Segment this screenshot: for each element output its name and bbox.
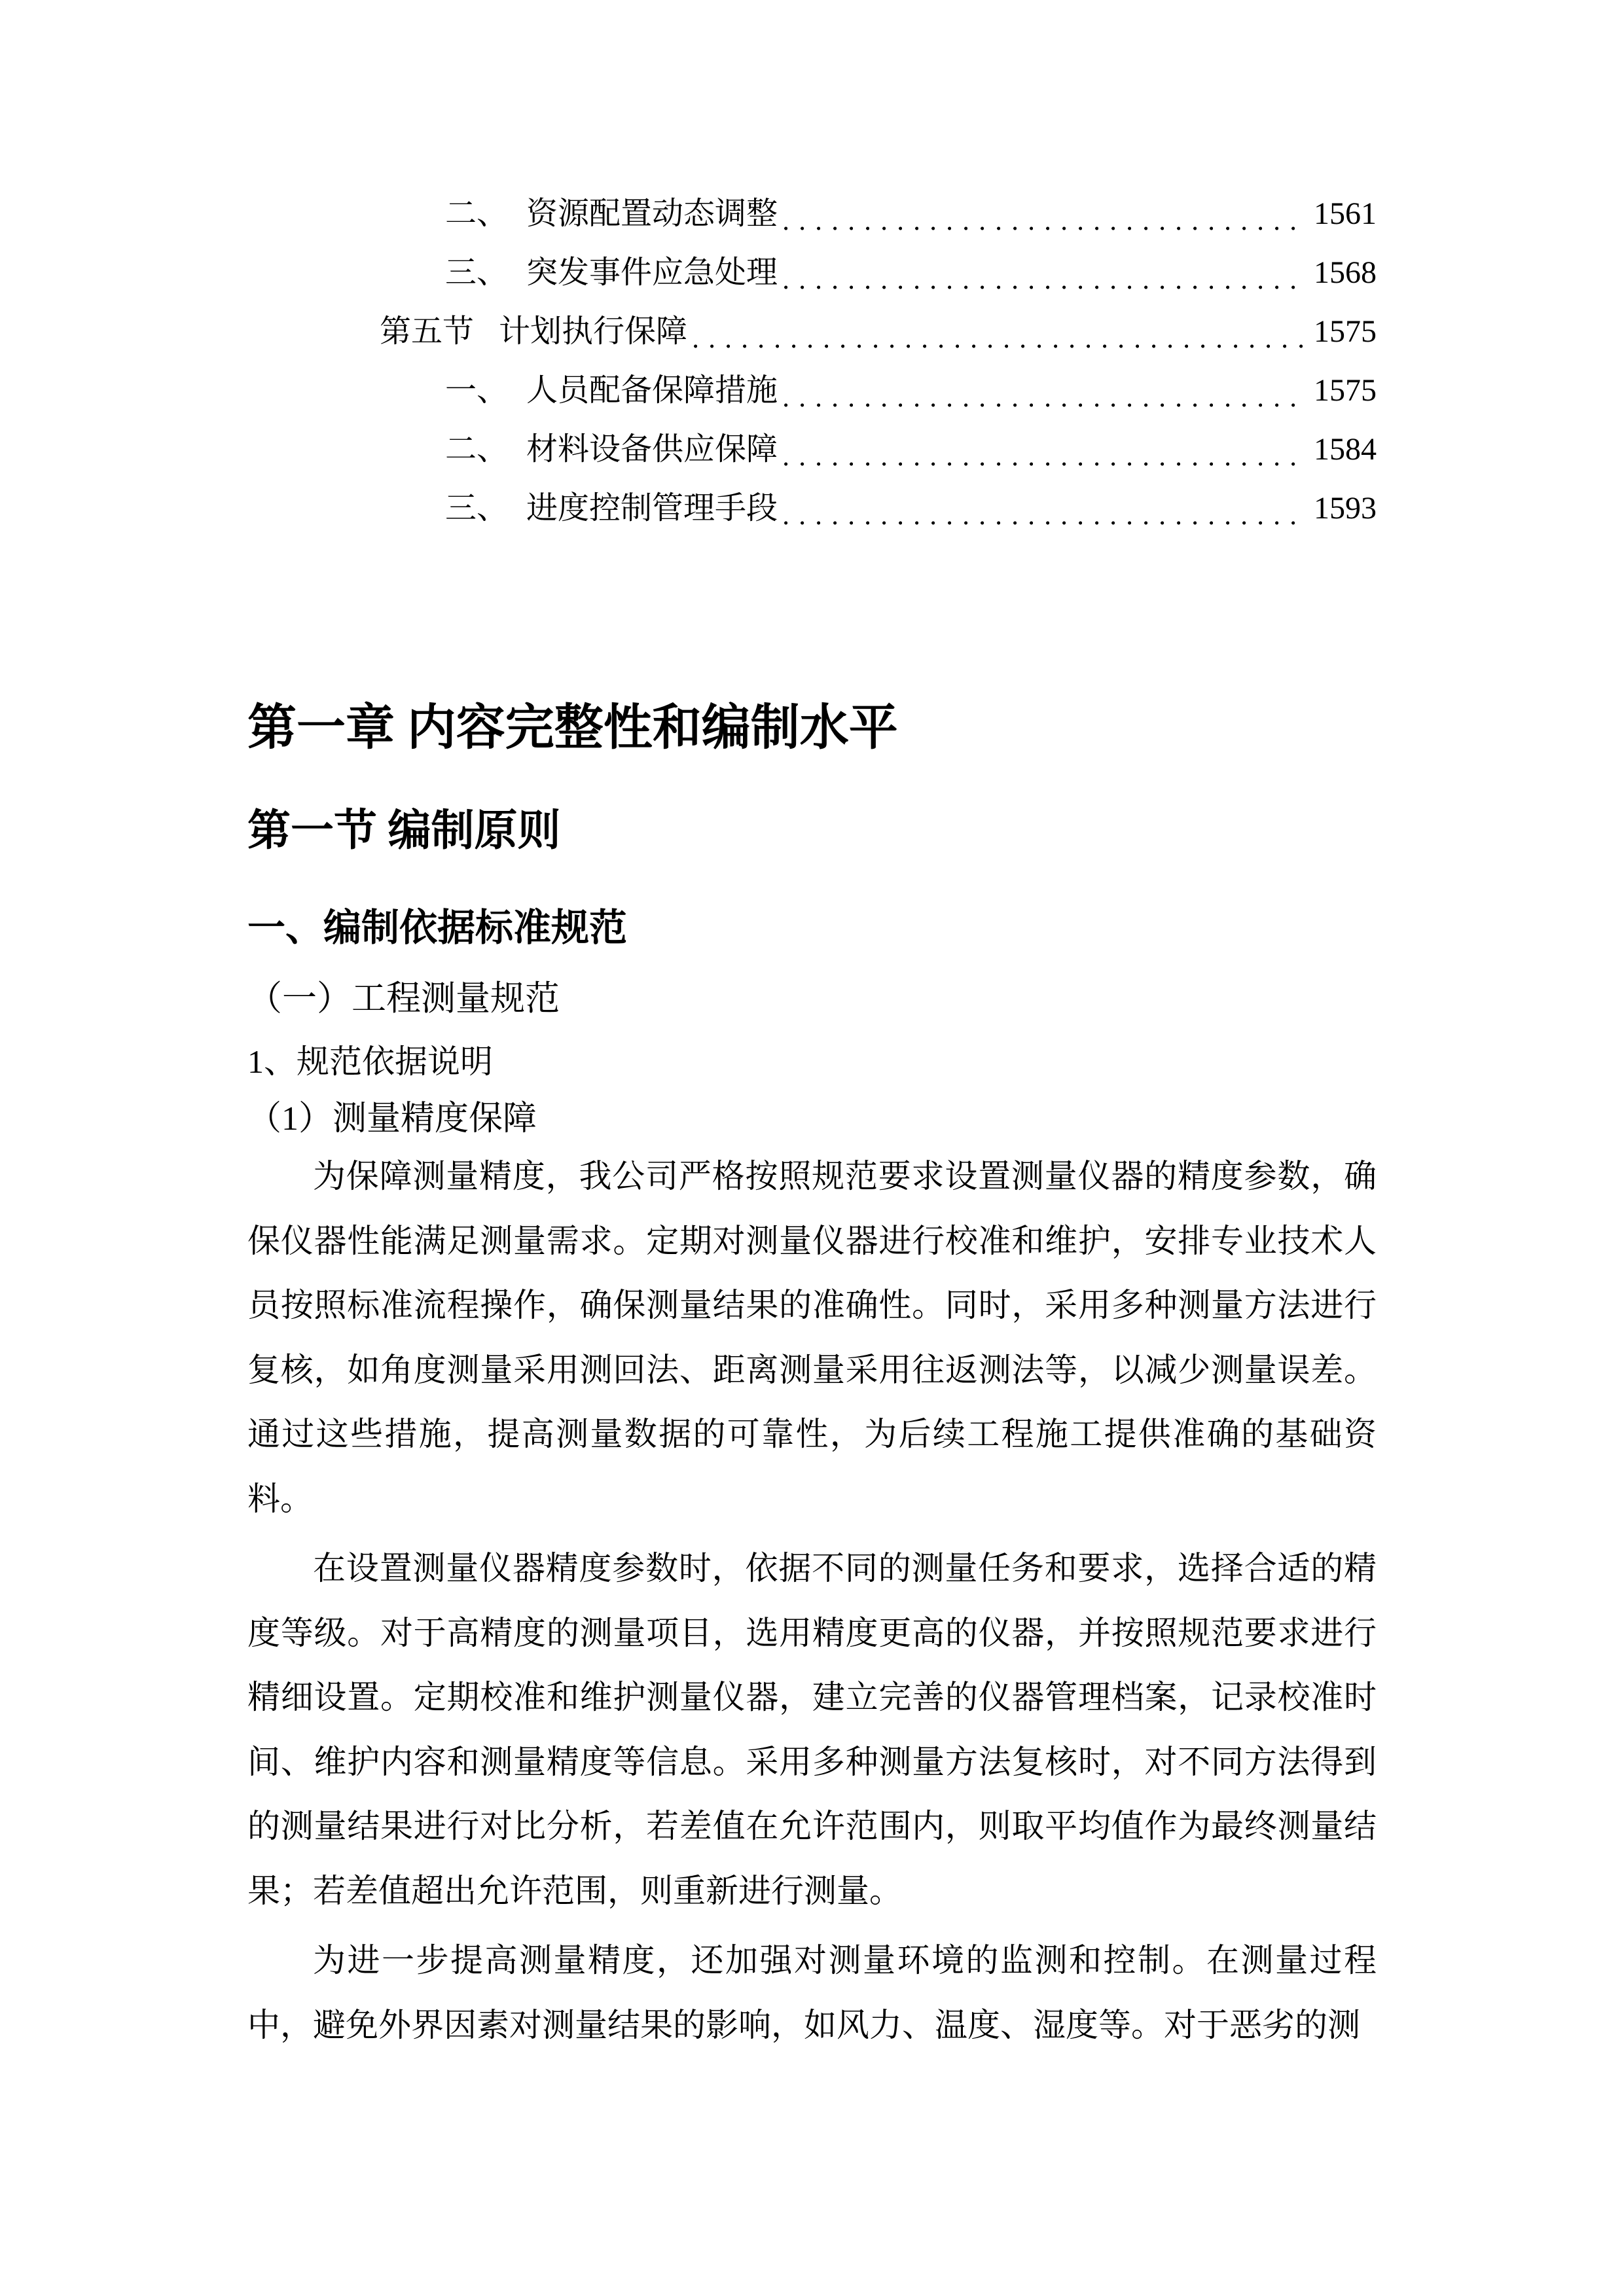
toc-entry-title: 计划执行保障 [499,314,688,349]
toc-entry-marker: 第五节 [380,314,475,349]
toc-entry-section[interactable] [247,302,1377,361]
body-paragraph: 为进一步提高测量精度，还加强对测量环境的监测和控制。在测量过程中，避免外界因素对测量结果的影响，如风力、温度、湿度等。对于恶劣的测 [247,1942,1377,2043]
toc-dot-leader [784,361,1303,420]
toc-page-number: 1561 [1314,196,1377,231]
toc-entry[interactable] [247,243,1377,302]
toc-dot-leader [784,479,1303,538]
toc-page-number: 1575 [1314,373,1377,408]
toc-entry[interactable] [247,361,1377,420]
toc-page-number: 1575 [1314,314,1377,349]
heading-level5: 1、规范依据说明 [247,1043,493,1080]
toc-dot-leader [784,420,1303,479]
body-paragraph: 在设置测量仪器精度参数时，依据不同的测量任务和要求，选择合适的精度等级。对于高精度的测量项目，选用精度更高的仪器，并按照规范要求进行精细设置。定期校准和维护测量仪器，建立完善的仪器管理档案，记录校准时间、维护内容和测量精度等信息。采用多种测量方法复核时，对不同方法得到的测量结果进行对比分析，若差值在允许范围内，则取平均值作为最终测量结果；若差值超出允许范围，则重新进行测量。 [247,1550,1377,1909]
toc-entry-title: 突发事件应急处理 [526,255,778,290]
toc-entry-marker: 二、 [445,196,509,231]
toc-page-number: 1584 [1314,432,1377,467]
toc-entry[interactable] [247,420,1377,479]
toc-dot-leader [784,243,1303,302]
chapter-heading: 第一章 内容完整性和编制水平 [247,701,898,755]
page-content [247,0,1377,2057]
toc-entry-marker: 三、 [445,491,509,526]
toc-page-number: 1593 [1314,491,1377,526]
toc-dot-leader [694,302,1303,361]
toc-entry-title: 进度控制管理手段 [526,491,778,526]
toc-dot-leader [784,185,1303,243]
toc-entry-title: 人员配备保障措施 [526,373,778,408]
toc-entry[interactable] [247,185,1377,243]
toc-entry-marker: 三、 [445,255,509,290]
toc-entry-marker: 二、 [445,432,509,467]
body-paragraph: 为保障测量精度，我公司严格按照规范要求设置测量仪器的精度参数，确保仪器性能满足测量需求。定期对测量仪器进行校准和维护，安排专业技术人员按照标准流程操作，确保测量结果的准确性。同时，采用多种测量方法进行复核，如角度测量采用测回法、距离测量采用往返测法等，以减少测量误差。通过这些措施，提高测量数据的可靠性，为后续工程施工提供准确的基础资料。 [247,1158,1377,1517]
toc-entry-title: 材料设备供应保障 [526,432,778,467]
table-of-contents [247,185,1377,538]
toc-entry[interactable] [247,479,1377,538]
heading-level6: （1）测量精度保障 [247,1100,537,1138]
toc-entry-marker: 一、 [445,373,509,408]
toc-entry-title: 资源配置动态调整 [526,196,778,231]
heading-level3: 一、编制依据标准规范 [247,906,628,949]
heading-level4: （一）工程测量规范 [247,980,560,1018]
toc-page-number: 1568 [1314,255,1377,290]
section-heading: 第一节 编制原则 [247,807,561,855]
